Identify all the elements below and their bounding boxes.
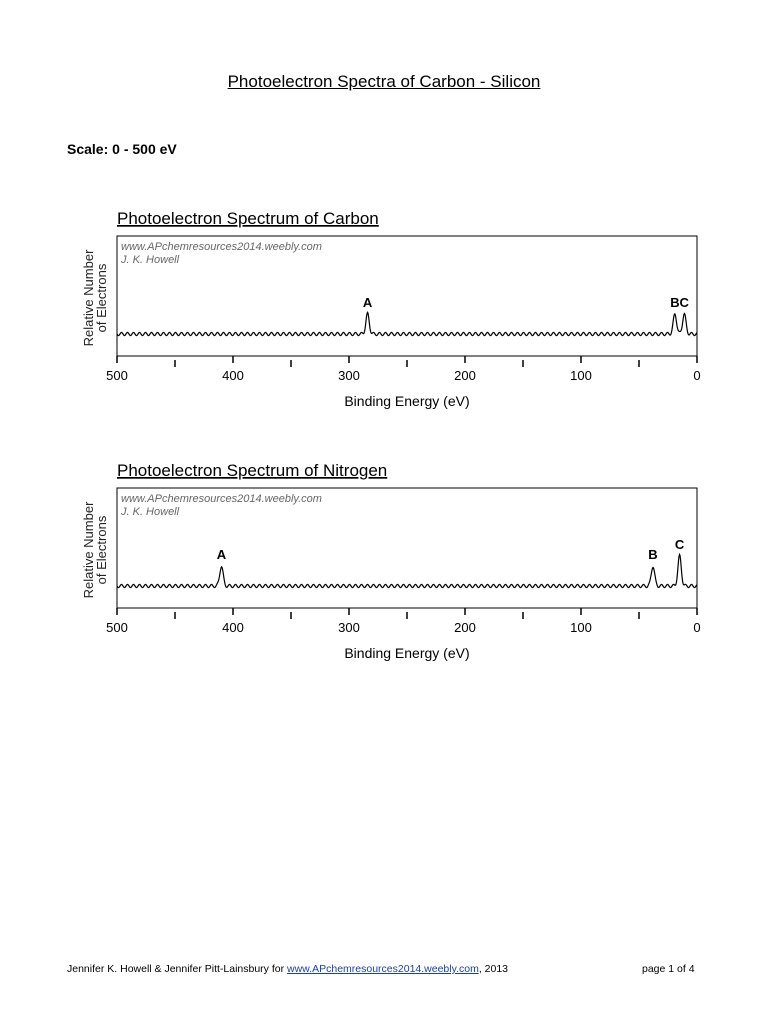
peak-label: C [674,537,685,552]
nitrogen-spectrum-chart [70,457,720,677]
plot-frame [117,488,697,608]
peak-label: B [670,295,680,310]
y-axis-label: of Electrons [94,515,109,585]
y-axis-label: Relative Number [81,249,96,347]
x-tick-label: 300 [338,620,360,635]
spectrum-line [117,554,697,587]
x-tick-label: 0 [693,368,701,383]
plot-frame [117,236,697,356]
footer-credit [67,963,508,975]
x-tick-label: 400 [222,368,244,383]
x-tick-label: 200 [454,620,476,635]
spectrum-line [117,312,697,335]
x-tick-label: 200 [454,368,476,383]
x-axis-label: Binding Energy (eV) [344,393,470,409]
scale-note: Scale: 0 - 500 eV [67,141,177,157]
spectrum-svg [70,457,720,677]
watermark-text: J. K. Howell [121,506,180,518]
watermark-text: www.APchemresources2014.weebly.com [121,241,322,253]
document-title: Photoelectron Spectra of Carbon - Silicon [227,72,541,91]
footer-year: , 2013 [478,963,509,975]
x-tick-label: 100 [570,368,592,383]
footer-authors: Jennifer K. Howell & Jennifer Pitt-Lainsbury for [67,963,288,975]
peak-label: B [648,547,658,562]
spectrum-svg [70,205,720,425]
x-tick-label: 0 [693,620,701,635]
watermark-text: J. K. Howell [121,254,180,266]
watermark-text: www.APchemresources2014.weebly.com [121,493,322,505]
y-axis-label: Relative Number [81,501,96,599]
x-tick-label: 300 [338,368,360,383]
page-number: page 1 of 4 [642,963,695,975]
x-axis-label: Binding Energy (eV) [344,645,470,661]
x-tick-label: 400 [222,620,244,635]
footer-link[interactable]: www.APchemresources2014.weebly.com [287,963,479,975]
x-tick-label: 100 [570,620,592,635]
chart-title: Photoelectron Spectrum of Nitrogen [117,461,388,480]
x-tick-label: 500 [106,368,128,383]
peak-label: C [679,295,689,310]
carbon-spectrum-chart [70,205,720,425]
peak-label: A [362,295,373,310]
peak-label: A [216,547,227,562]
chart-title: Photoelectron Spectrum of Carbon [117,209,379,228]
x-tick-label: 500 [106,620,128,635]
y-axis-label: of Electrons [94,263,109,333]
